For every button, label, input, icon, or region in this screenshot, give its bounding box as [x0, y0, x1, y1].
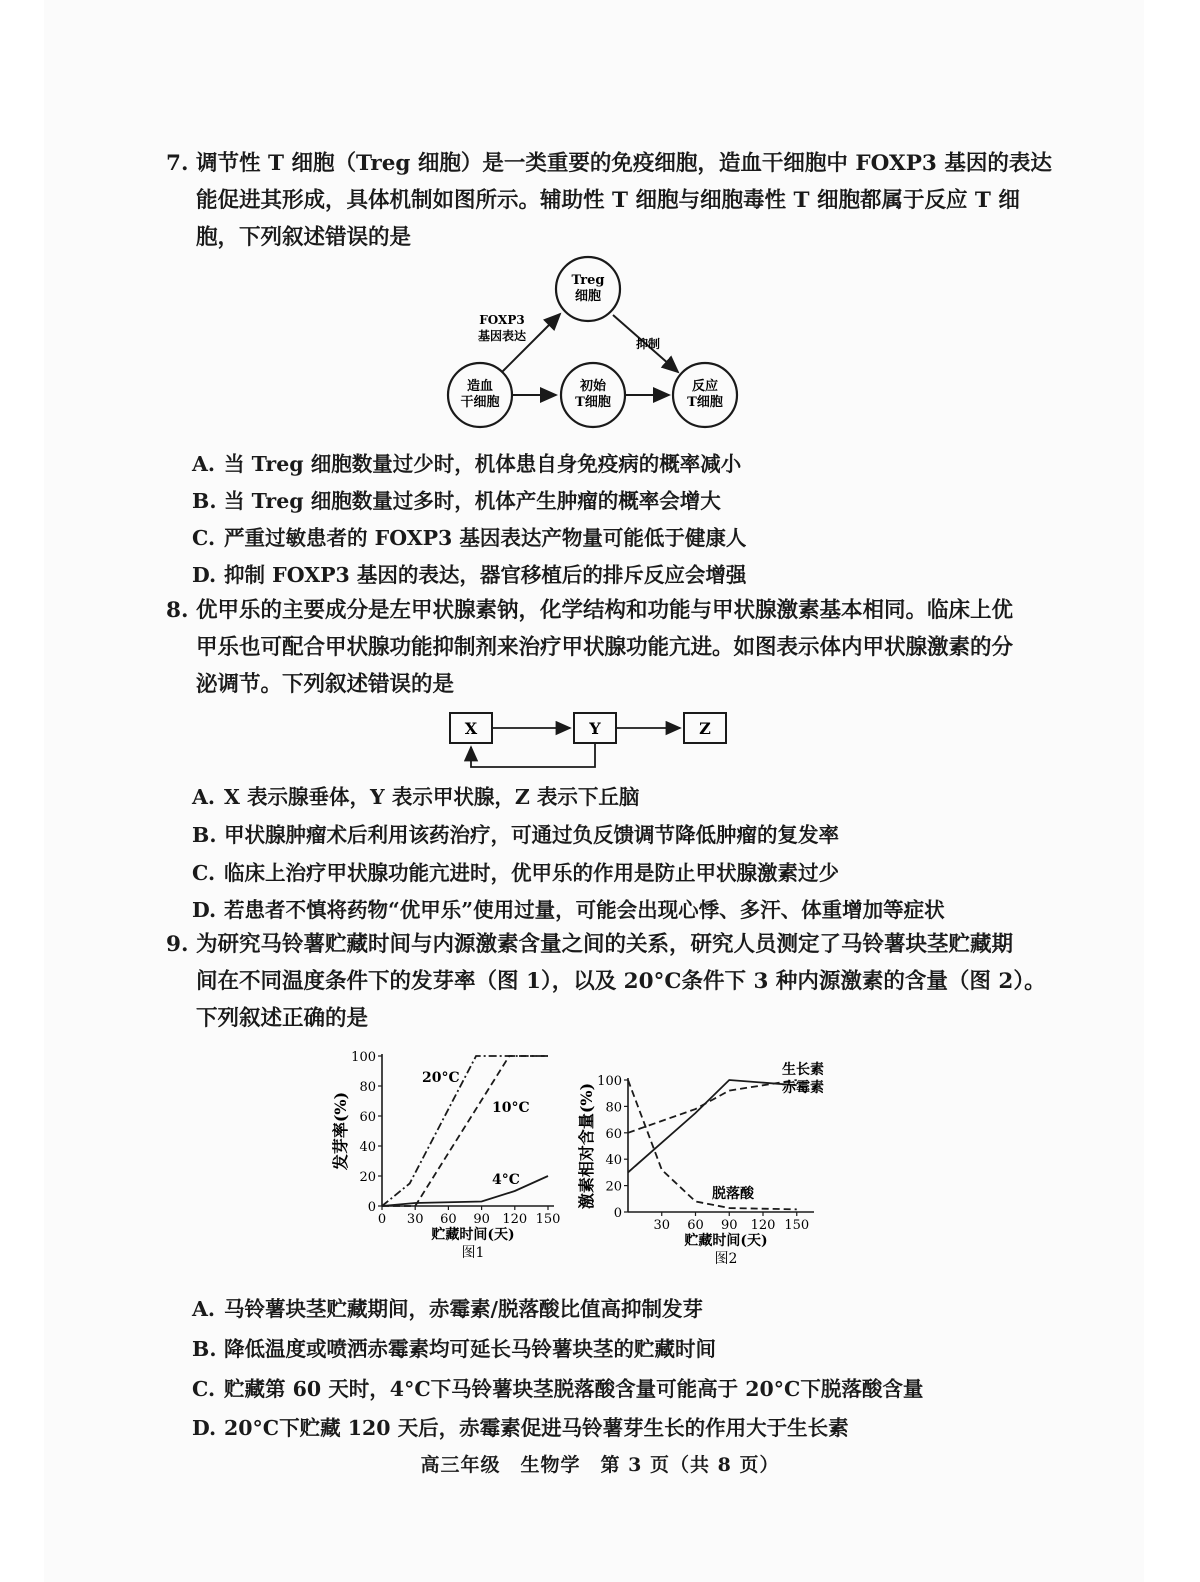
- option-a[interactable]: A. X 表示腺垂体，Y 表示甲状腺，Z 表示下丘脑: [192, 785, 640, 809]
- option-c[interactable]: C. 严重过敏患者的 FOXP3 基因表达产物量可能低于健康人: [192, 526, 747, 550]
- y-tick-label: 0: [367, 1200, 376, 1215]
- naive-t-label: 初始: [579, 379, 607, 394]
- question-7: [166, 145, 1052, 256]
- treg-mechanism-diagram: [440, 252, 760, 432]
- y-tick-label: 20: [605, 1179, 622, 1195]
- y-tick-label: 40: [605, 1153, 622, 1169]
- question-line: 胞，下列叙述错误的是: [196, 225, 412, 250]
- option-b[interactable]: B. 甲状腺肿瘤术后利用该药治疗，可通过负反馈调节降低肿瘤的复发率: [192, 823, 839, 847]
- label-z: Z: [699, 719, 711, 738]
- option-b[interactable]: B. 降低温度或喷洒赤霉素均可延长马铃薯块茎的贮藏时间: [192, 1337, 716, 1361]
- y-tick-label: 20: [359, 1170, 376, 1185]
- series-line-0: [628, 1080, 797, 1133]
- series-line-0: [382, 1056, 548, 1206]
- question-line: 优甲乐的主要成分是左甲状腺素钠，化学结构和功能与甲状腺激素基本相同。临床上优: [196, 598, 1014, 623]
- x-tick-label: 120: [502, 1212, 528, 1227]
- treg-label: Treg: [571, 273, 605, 288]
- chart-caption: 图2: [714, 1251, 738, 1267]
- question-line: 下列叙述正确的是: [196, 1006, 369, 1031]
- y-tick-label: 0: [613, 1206, 622, 1221]
- series-label: 脱落酸: [712, 1186, 754, 1202]
- treg-label: 细胞: [574, 289, 602, 304]
- question-line: 调节性 T 细胞（Treg 细胞）是一类重要的免疫细胞，造血干细胞中 FOXP3 基因的表达: [196, 151, 1052, 176]
- foxp3-label: 基因表达: [477, 329, 527, 343]
- thyroid-regulation-diagram: [440, 705, 740, 775]
- y-axis-label: 激素相对含量(%): [577, 1082, 596, 1210]
- option-a[interactable]: A. 马铃薯块茎贮藏期间，赤霉素/脱落酸比值高抑制发芽: [192, 1297, 703, 1321]
- option-d[interactable]: D. 若患者不慎将药物“优甲乐”使用过量，可能会出现心悸、多汗、体重增加等症状: [192, 898, 945, 922]
- x-tick-label: 150: [535, 1212, 561, 1227]
- naive-t-label: T细胞: [575, 395, 611, 410]
- question-line: 甲乐也可配合甲状腺功能抑制剂来治疗甲状腺功能亢进。如图表示体内甲状腺激素的分: [196, 635, 1014, 660]
- label-x: X: [464, 719, 478, 738]
- x-tick-label: 60: [687, 1218, 704, 1233]
- question-line: 泌调节。下列叙述错误的是: [196, 672, 455, 697]
- foxp3-label: FOXP3: [479, 313, 525, 327]
- series-line-2: [382, 1176, 548, 1206]
- x-axis-label: 贮藏时间(天): [431, 1227, 515, 1243]
- series-label: 10°C: [492, 1100, 530, 1116]
- x-tick-label: 30: [406, 1212, 424, 1227]
- y-axis-label: 发芽率(%): [331, 1091, 350, 1171]
- y-tick-label: 80: [359, 1080, 376, 1095]
- chart-hormone-content: [572, 1040, 847, 1270]
- x-tick-label: 90: [720, 1218, 738, 1233]
- feedback-arrow-y-to-x: [471, 743, 595, 767]
- option-b[interactable]: B. 当 Treg 细胞数量过多时，机体产生肿瘤的概率会增大: [192, 489, 721, 513]
- question-line: 能促进其形成，具体机制如图所示。辅助性 T 细胞与细胞毒性 T 细胞都属于反应 T 细: [196, 188, 1020, 213]
- question-number: 9.: [166, 932, 189, 957]
- chart-caption: 图1: [461, 1245, 485, 1261]
- chart-germination-rate: [320, 1040, 570, 1270]
- option-c[interactable]: C. 贮藏第 60 天时，4°C下马铃薯块茎脱落酸含量可能高于 20°C下脱落酸含量: [192, 1377, 924, 1401]
- effector-t-label: 反应: [691, 379, 719, 394]
- x-tick-label: 120: [750, 1218, 776, 1233]
- y-tick-label: 60: [359, 1110, 376, 1125]
- series-label: 4°C: [492, 1172, 520, 1188]
- hsc-label: 干细胞: [460, 395, 500, 410]
- series-line-1: [382, 1056, 548, 1206]
- y-tick-label: 100: [351, 1050, 376, 1065]
- effector-t-label: T细胞: [687, 395, 723, 410]
- question-number: 7.: [166, 151, 189, 176]
- y-tick-label: 40: [359, 1140, 376, 1155]
- series-label: 20°C: [422, 1070, 460, 1086]
- question-9: [166, 926, 1046, 1037]
- option-a[interactable]: A. 当 Treg 细胞数量过少时，机体患自身免疫病的概率减小: [192, 452, 742, 476]
- x-tick-label: 60: [440, 1212, 457, 1227]
- y-tick-label: 80: [605, 1100, 622, 1116]
- x-tick-label: 30: [653, 1218, 671, 1233]
- x-axis-label: 贮藏时间(天): [684, 1233, 768, 1249]
- x-tick-label: 0: [377, 1212, 387, 1227]
- page-footer: 高三年级 生物学 第 3 页（共 8 页）: [420, 1454, 780, 1476]
- option-d[interactable]: D. 抑制 FOXP3 基因的表达，器官移植后的排斥反应会增强: [192, 563, 747, 587]
- y-tick-label: 100: [597, 1074, 622, 1089]
- question-number: 8.: [166, 598, 189, 623]
- y-tick-label: 60: [605, 1126, 622, 1142]
- series-label: 生长素: [782, 1062, 824, 1078]
- question-8: [166, 592, 1026, 703]
- question-line: 间在不同温度条件下的发芽率（图 1），以及 20°C条件下 3 种内源激素的含量（图 2）。: [196, 969, 1046, 994]
- question-line: 为研究马铃薯贮藏时间与内源激素含量之间的关系，研究人员测定了马铃薯块茎贮藏期: [196, 932, 1014, 957]
- hsc-label: 造血: [466, 379, 494, 394]
- series-line-1: [628, 1080, 797, 1172]
- series-label: 赤霉素: [782, 1080, 824, 1096]
- label-y: Y: [589, 719, 601, 738]
- x-tick-label: 90: [473, 1212, 490, 1227]
- option-c[interactable]: C. 临床上治疗甲状腺功能亢进时，优甲乐的作用是防止甲状腺激素过少: [192, 861, 839, 885]
- inhibit-label: 抑制: [635, 337, 661, 351]
- x-tick-label: 150: [784, 1218, 810, 1233]
- option-d[interactable]: D. 20°C下贮藏 120 天后，赤霉素促进马铃薯芽生长的作用大于生长素: [192, 1416, 849, 1440]
